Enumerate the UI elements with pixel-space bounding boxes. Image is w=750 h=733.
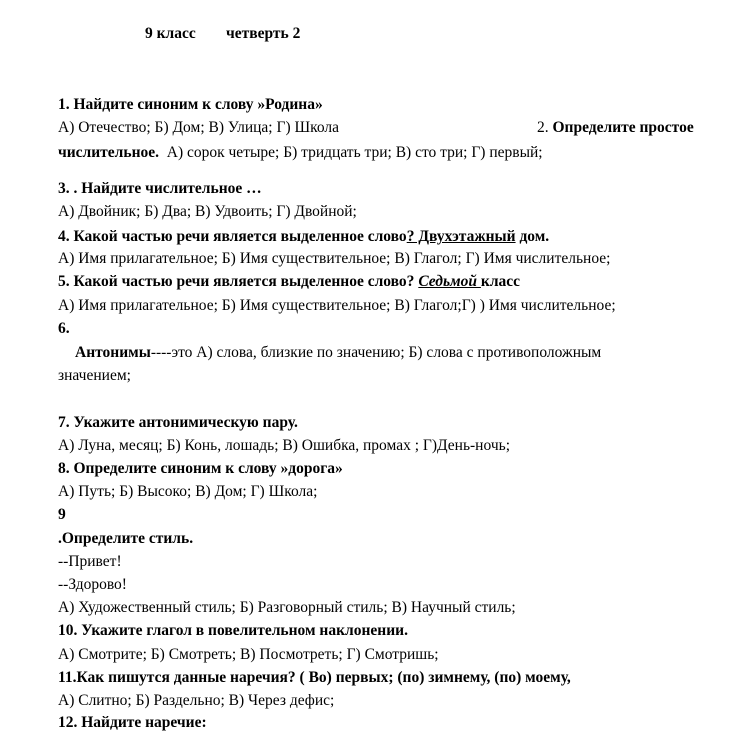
q11-options: А) Слитно; Б) Раздельно; В) Через дефис;: [58, 692, 335, 709]
q8-options: А) Путь; Б) Высоко; В) Дом; Г) Школа;: [58, 483, 318, 500]
q9-options: А) Художественный стиль; Б) Разговорный стиль; В) Научный стиль;: [58, 599, 516, 616]
q2-number: 2.: [537, 119, 549, 136]
q12-title: 12. Найдите наречие:: [58, 714, 207, 731]
q4-tail: дом.: [515, 228, 550, 245]
q2-title-b: числительное.: [58, 144, 159, 161]
q4-title: 4. Какой частью речи является выделенное слово: [58, 228, 407, 245]
q1-title: 1. Найдите синоним к слову »Родина»: [58, 96, 323, 113]
grade-label: 9 класс: [145, 25, 196, 42]
q6-text-a: ----это А) слова, близкие по значению; Б) слова с противоположным: [150, 344, 602, 361]
q9-line-1: --Привет!: [58, 553, 122, 570]
q11-title: 11.Как пишутся данные наречия? ( Во) первых; (по) зимнему, (по) моему,: [58, 669, 571, 686]
q4-highlighted-word: ? Двухэтажный: [406, 228, 516, 245]
q4-options: А) Имя прилагательное; Б) Имя существительное; В) Глагол; Г) Имя числительное;: [58, 250, 611, 267]
q9-number: 9: [58, 506, 66, 523]
quarter-label: четверть 2: [226, 25, 301, 42]
q6-text-b: значением;: [58, 367, 131, 384]
q8-title: 8. Определите синоним к слову »дорога»: [58, 460, 343, 477]
q5-tail: класс: [480, 273, 521, 290]
q9-title: .Определите стиль.: [58, 530, 194, 547]
q7-options: А) Луна, месяц; Б) Конь, лошадь; В) Ошибка, промах ; Г)День-ночь;: [58, 437, 510, 454]
q3-options: А) Двойник; Б) Два; В) Удвоить; Г) Двойной;: [58, 203, 357, 220]
q2-title-a: Определите простое: [552, 119, 694, 136]
q9-line-2: --Здорово!: [58, 576, 127, 593]
q7-title: 7. Укажите антонимическую пару.: [58, 414, 298, 431]
q1-options: А) Отечество; Б) Дом; В) Улица; Г) Школа: [58, 119, 340, 136]
q5-highlighted-word: Седьмой: [418, 273, 481, 290]
q6-term: Антонимы: [75, 344, 151, 361]
q2-options: А) сорок четыре; Б) тридцать три; В) сто три; Г) первый;: [166, 144, 543, 161]
q6-number: 6.: [58, 320, 70, 337]
q3-title: 3. . Найдите числительное …: [58, 180, 262, 197]
q5-title: 5. Какой частью речи является выделенное слово?: [58, 273, 419, 290]
q10-title: 10. Укажите глагол в повелительном наклонении.: [58, 622, 408, 639]
q5-options: А) Имя прилагательное; Б) Имя существительное; В) Глагол;Г) ) Имя числительное;: [58, 297, 616, 314]
q10-options: А) Смотрите; Б) Смотреть; В) Посмотреть; Г) Смотришь;: [58, 646, 439, 663]
